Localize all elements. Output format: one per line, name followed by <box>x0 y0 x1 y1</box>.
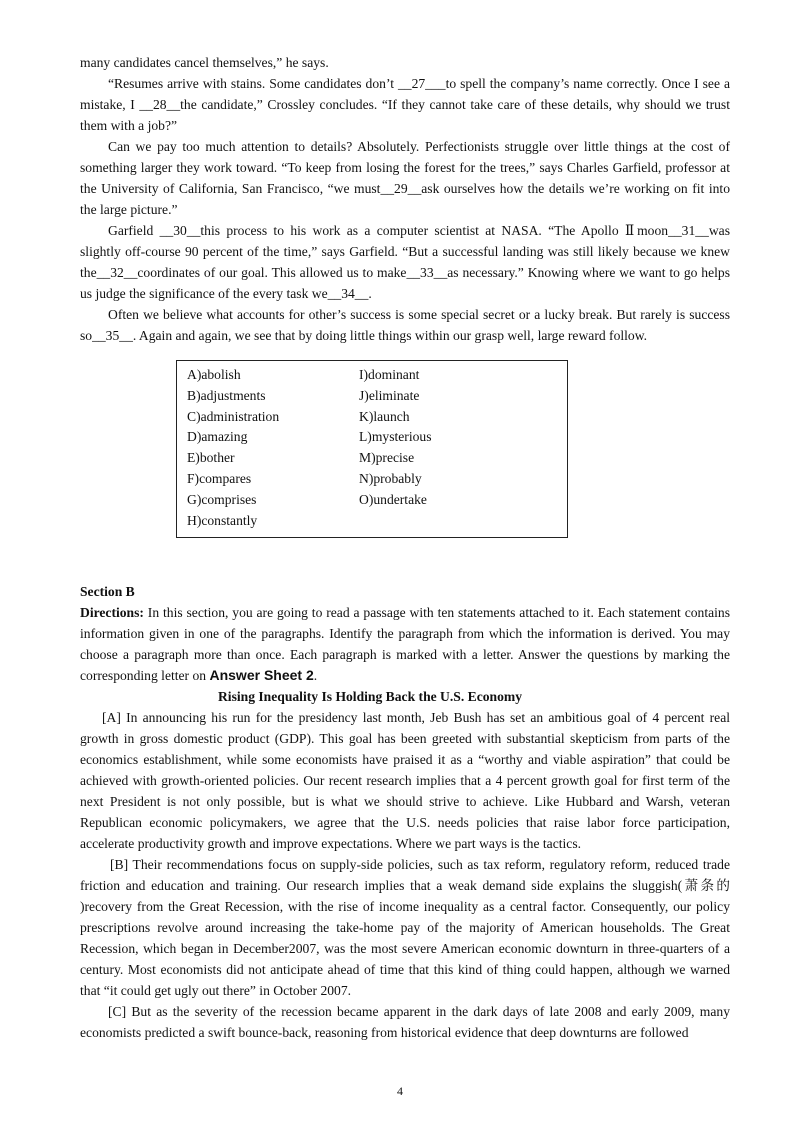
word-bank-row <box>187 365 567 386</box>
word-bank-row <box>187 469 567 490</box>
paragraph-resumes: “Resumes arrive with stains. Some candidates don’t __27___to spell the company’s name correctly. Once I see a mistake, I __28__the candidate,” Crossley concludes. “If they cannot take care of these details, why should we trust them with a job?” <box>80 76 730 133</box>
word-option: E)bother <box>187 450 235 466</box>
paragraph-success: Often we believe what accounts for other’s success is some special secret or a lucky break. But rarely is success so__35__. Again and again, we see that by doing little things within our grasp well, large reward follow. <box>80 307 730 343</box>
word-option: J)eliminate <box>359 387 420 403</box>
word-option: B)adjustments <box>187 387 266 403</box>
directions <box>80 602 730 686</box>
word-option: K)launch <box>359 408 410 424</box>
word-option: F)compares <box>187 470 252 486</box>
word-option: O)undertake <box>359 491 427 507</box>
paragraph-continuation: many candidates cancel themselves,” he says. <box>80 55 329 70</box>
word-bank-row <box>187 407 567 428</box>
word-option: H)constantly <box>187 512 258 528</box>
word-option: C)administration <box>187 408 280 424</box>
page-content <box>80 52 730 1043</box>
word-option: N)probably <box>359 470 422 486</box>
directions-text: In this section, you are going to read a passage with ten statements attached to it. Each statement contains information given in one of the paragraphs. Identify the paragraph from which the information is derived. You may choose a paragraph more than once. Each paragraph is marked with a letter. Answer the questions by marking the corresponding letter on <box>80 605 730 684</box>
section-b-heading: Section B <box>80 584 135 600</box>
answer-sheet-label: Answer Sheet 2 <box>209 667 314 684</box>
word-bank-row <box>187 386 567 407</box>
word-option: M)precise <box>359 450 415 466</box>
word-option: I)dominant <box>359 367 420 382</box>
paragraph-details: Can we pay too much attention to details? Absolutely. Perfectionists struggle over little things at the cost of something larger they work toward. “To keep from losing the forest for the trees,” says Charles Garfield, professor at the University of California, San Francisco, “we must__29__ask ourselves how the details we’re working on fit into the large picture.” <box>80 139 730 217</box>
word-option <box>359 511 567 532</box>
page-number: 4 <box>397 1084 403 1098</box>
word-bank-row <box>187 511 567 532</box>
paragraph-b: [B] Their recommendations focus on supply-side policies, such as tax reform, regulatory reform, reduced trade friction and education and training. Our research implies that a weak demand side explains the sluggish(萧条的 )recovery from the Great Recession, with the rise of income inequality as a central factor. Consequently, our policy prescriptions revolve around increasing the take-home pay of the majority of American households. The Great Recession, which began in December2007, was the most severe American economic downturn in three-quarters of a century. Most economists did not anticipate ahead of time that this kind of thing could happen, although we warned that “it could get ugly out there” in October 2007. <box>80 857 730 999</box>
word-bank <box>176 360 568 538</box>
passage-title: Rising Inequality Is Holding Back the U.S. Economy <box>217 689 523 705</box>
word-bank-row <box>187 427 567 448</box>
word-bank-row <box>187 448 567 469</box>
word-option: L)mysterious <box>359 429 432 445</box>
directions-label: Directions: <box>80 605 144 621</box>
word-option: D)amazing <box>187 429 248 445</box>
paragraph-a: [A] In announcing his run for the presidency last month, Jeb Bush has set an ambitious goal of 4 percent real growth in gross domestic product (GDP). This goal has been greeted with substantial skepticism from parts of the economics establishment, while some economists have praised it as a “worthy and viable aspiration” that could be achieved with growth-oriented policies. Our recent research implies that a 4 percent growth goal for first term of the next President is not only possible, but is what we should strive to achieve. Like Hubbard and Warsh, veteran Republican economic policymakers, we agree that the U.S. needs policies that raise labor force participation, accelerate productivity growth and improve expectations. Where we part ways is the tactics. <box>80 710 730 852</box>
directions-period: . <box>313 668 318 684</box>
word-bank-row <box>187 490 567 511</box>
word-option: A)abolish <box>187 367 241 382</box>
word-option: G)comprises <box>187 491 257 507</box>
paragraph-garfield: Garfield __30__this process to his work as a computer scientist at NASA. “The Apollo Ⅱmoon__31__was slightly off-course 90 percent of the time,” says Garfield. “But a successful landing was still likely because we knew the__32__coordinates of our goal. This allowed us to make__33__as necessary.” Knowing where we want to go helps us judge the significance of the every task we__34__. <box>80 223 730 301</box>
paragraph-c: [C] But as the severity of the recession became apparent in the dark days of late 2008 and early 2009, many economists predicted a swift bounce-back, reasoning from historical evidence that deep downturns are followed <box>80 1004 730 1041</box>
